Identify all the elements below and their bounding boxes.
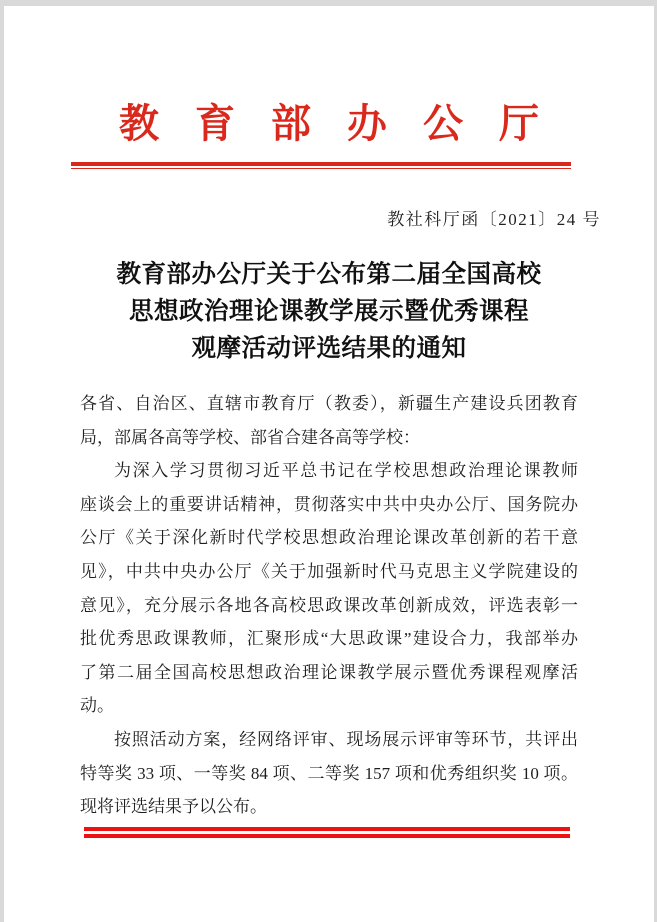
body-text-line: 各省、自治区、直辖市教育厅（教委），新疆生产建设兵团教育 — [80, 394, 578, 413]
document-reference-number: 教社科厅函〔2021〕24 号 — [387, 210, 601, 229]
letterhead-agency-name: 教育部办公厅 — [119, 101, 575, 146]
body-text-line: 局，部属各高等学校、部省合建各高等学校： — [80, 427, 420, 447]
body-text-line: 公厅《关于深化新时代学校思想政治理论课改革创新的若干意 — [80, 528, 578, 548]
title-line: 教育部办公厅关于公布第二届全国高校 — [116, 261, 542, 288]
body-text-line: 动。 — [80, 696, 114, 716]
title-line: 观摩活动评选结果的通知 — [191, 335, 467, 362]
body-text-line: 特等奖 33 项、一等奖 84 项、二等奖 157 项和优秀组织奖 10 项。 — [80, 763, 578, 783]
document-body — [80, 387, 578, 824]
body-text-line: 为深入学习贯彻习近平总书记在学校思想政治理论课教师 — [114, 461, 578, 481]
document-page — [4, 6, 654, 922]
body-text-line: 按照活动方案，经网络评审、现场展示评审等环节，共评出 — [114, 729, 578, 749]
title-line: 思想政治理论课教学展示暨优秀课程 — [129, 298, 529, 325]
closing-double-rule — [84, 827, 570, 838]
letterhead-separator-rule — [71, 162, 571, 169]
document-title — [4, 256, 654, 367]
body-text-line: 意见》，充分展示各地各高校思政课改革创新成效，评选表彰一 — [80, 595, 578, 615]
body-text-line: 批优秀思政课教师，汇聚形成“大思政课”建设合力，我部举办 — [80, 629, 578, 649]
body-text-line: 座谈会上的重要讲话精神，贯彻落实中共中央办公厅、国务院办 — [80, 494, 578, 514]
body-text-line: 了第二届全国高校思想政治理论课教学展示暨优秀课程观摩活 — [80, 662, 578, 682]
body-text-line: 现将评选结果予以公布。 — [80, 797, 267, 817]
body-text-line: 见》，中共中央办公厅《关于加强新时代马克思主义学院建设的 — [80, 561, 578, 581]
